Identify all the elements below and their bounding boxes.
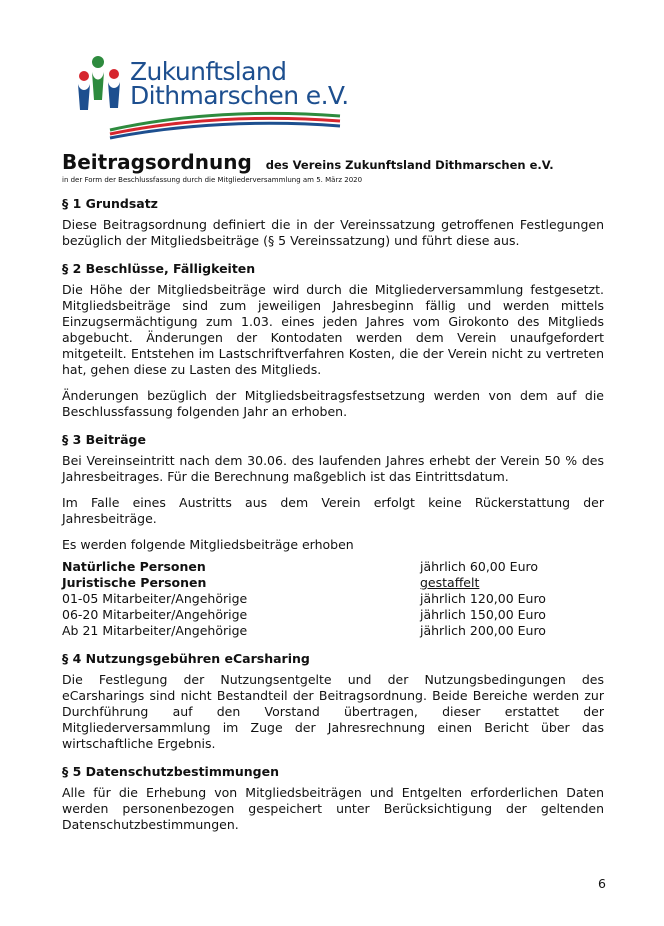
section-3-paragraph-3: Es werden folgende Mitgliedsbeiträge erhoben	[62, 537, 354, 552]
section-2-paragraph-2: Änderungen bezüglich der Mitgliedsbeitragsfestsetzung werden von dem auf die Beschlussfassung folgenden Jahr an erhoben.	[62, 388, 604, 419]
fee-name: 01-05 Mitarbeiter/Angehörige	[62, 591, 248, 606]
page-subtitle: des Vereins Zukunftsland Dithmarschen e.V.	[265, 158, 554, 172]
fee-row	[62, 559, 604, 575]
fee-name: Ab 21 Mitarbeiter/Angehörige	[62, 623, 248, 638]
fee-name: 06-20 Mitarbeiter/Angehörige	[62, 607, 248, 622]
section-3-heading: § 3 Beiträge	[62, 432, 146, 447]
title-row	[62, 150, 604, 174]
fee-value: jährlich 150,00 Euro	[420, 607, 546, 622]
fee-row	[62, 591, 604, 607]
document-body	[62, 150, 604, 843]
section-4-paragraph: Die Festlegung der Nutzungsentgelte und der Nutzungsbedingungen des eCarsharings sind nicht Bestandteil der Beitragsordnung. Beide Bereiche werden zur Durchführung auf den Vorstand übertragen, dieser erstattet der Mitgliederversammlung im Zuge der Jahresrechnung einen Bericht über das wirtschaftliche Ergebnis.	[62, 672, 604, 751]
logo-wordmark	[130, 57, 349, 110]
logo-line-1: Zukunftsland	[130, 57, 287, 86]
fee-name: Natürliche Personen	[62, 559, 206, 574]
fee-row	[62, 623, 604, 639]
section-3-paragraph-1: Bei Vereinseintritt nach dem 30.06. des laufenden Jahres erhebt der Verein 50 % des Jahresbeitrages. Für die Berechnung maßgeblich ist das Eintrittsdatum.	[62, 453, 604, 484]
fee-name: Juristische Personen	[62, 575, 207, 590]
page-number: 6	[598, 876, 606, 891]
resolution-note: in der Form der Beschlussfassung durch die Mitgliederversammlung am 5. März 2020	[62, 176, 363, 184]
page-title: Beitragsordnung	[62, 150, 252, 174]
fee-value: gestaffelt	[420, 575, 480, 590]
logo-line-2: Dithmarschen e.V.	[130, 81, 349, 110]
fee-value: jährlich 60,00 Euro	[420, 559, 538, 574]
section-3-paragraph-2: Im Falle eines Austritts aus dem Verein erfolgt keine Rückerstattung der Jahresbeiträge.	[62, 495, 604, 526]
section-5-paragraph: Alle für die Erhebung von Mitgliedsbeiträgen und Entgelten erforderlichen Daten werden personenbezogen gespeichert unter Berücksichtigung der geltenden Datenschutzbestimmungen.	[62, 785, 604, 832]
fee-value: jährlich 120,00 Euro	[420, 591, 546, 606]
section-1-paragraph: Diese Beitragsordnung definiert die in der Vereinssatzung getroffenen Festlegungen bezüglich der Mitgliedsbeiträge (§ 5 Vereinssatzung) und führt diese aus.	[62, 217, 604, 248]
section-2-paragraph-1: Die Höhe der Mitgliedsbeiträge wird durch die Mitgliederversammlung festgesetzt. Mitgliedsbeiträge sind zum jeweiligen Jahresbeginn fällig und werden mittels Einzugsermächtigung zum 1.03. eines jeden Jahres vom Girokonto des Mitglieds abgebucht. Änderungen der Kontodaten werden dem Verein unaufgefordert mitgeteilt. Entstehen im Lastschriftverfahren Kosten, die der Verein nicht zu vertreten hat, gehen diese zu Lasten des Mitglieds.	[62, 282, 604, 377]
section-4-heading: § 4 Nutzungsgebühren eCarsharing	[62, 651, 310, 666]
fee-table	[62, 559, 604, 639]
organization-logo	[72, 50, 352, 140]
fee-row	[62, 575, 604, 591]
section-2-heading: § 2 Beschlüsse, Fälligkeiten	[62, 261, 256, 276]
fee-row	[62, 607, 604, 623]
fee-value: jährlich 200,00 Euro	[420, 623, 546, 638]
section-5-heading: § 5 Datenschutzbestimmungen	[62, 764, 280, 779]
section-1-heading: § 1 Grundsatz	[62, 196, 158, 211]
